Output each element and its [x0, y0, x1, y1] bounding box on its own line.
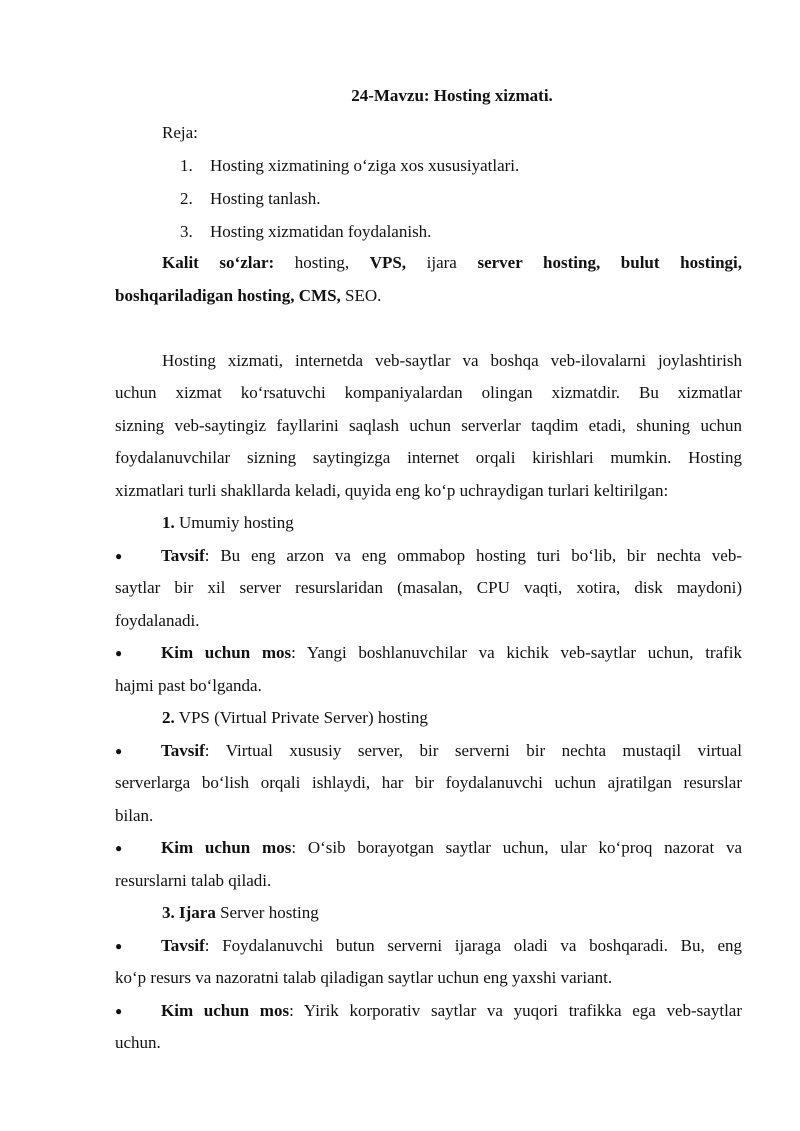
- bullet-text: : Yangi boshlanuvchilar va kichik veb-saytlar uchun, trafik: [291, 643, 743, 662]
- keyword-text: ijara: [406, 253, 478, 272]
- bullet-label: Kim uchun mos: [161, 838, 292, 857]
- bullet-description: [115, 735, 742, 768]
- plan-item-number: 3.: [180, 222, 193, 241]
- bullet-text: : Bu eng arzon va eng ommabop hosting turi bo‘lib, bir nechta veb-: [204, 546, 742, 565]
- bullet-text-line: hajmi past bo‘lganda.: [115, 676, 262, 695]
- intro-line: foydalanuvchilar sizning saytingizga internet orqali kirishlari mumkin. Hosting: [115, 448, 742, 467]
- bullet-icon: ●: [115, 1004, 123, 1018]
- bullet-text-line: uchun.: [115, 1033, 161, 1052]
- bullet-label: Tavsif: [161, 936, 205, 955]
- keyword-bold: VPS,: [369, 253, 407, 272]
- keyword-bold: server hosting, bulut hostingi,: [477, 253, 743, 272]
- bullet-audience: [115, 637, 742, 670]
- page-title: 24-Mavzu: Hosting xizmati.: [351, 86, 553, 105]
- plan-item-text: Hosting tanlash.: [210, 189, 321, 208]
- keyword-text: hosting,: [274, 253, 370, 272]
- bullet-text: : Foydalanuvchi butun serverni ijaraga oladi va boshqaradi. Bu, eng: [204, 936, 742, 955]
- section-heading-text: VPS (Virtual Private Server) hosting: [174, 708, 428, 727]
- section-heading-text: Server hosting: [215, 903, 319, 922]
- keywords-label: Kalit so‘zlar:: [162, 253, 275, 272]
- bullet-text: : Yirik korporativ saytlar va yuqori trafikka ega veb-saytlar: [289, 1001, 742, 1020]
- plan-item: [180, 216, 519, 249]
- intro-line: sizning veb-saytingiz fayllarini saqlash uchun serverlar taqdim etadi, shuning uchun: [115, 416, 742, 435]
- bullet-audience: [115, 832, 742, 865]
- section-heading: [162, 702, 428, 735]
- bullet-icon: ●: [115, 549, 123, 563]
- bullet-text: : Virtual xususiy server, bir serverni bir nechta mustaqil virtual: [204, 741, 742, 760]
- plan-item: [180, 183, 519, 216]
- bullet-text-line: resurslarni talab qiladi.: [115, 871, 272, 890]
- plan-item-text: Hosting xizmatining o‘ziga xos xususiyatlari.: [210, 156, 520, 175]
- plan-item-number: 1.: [180, 156, 193, 175]
- section-heading: [162, 897, 319, 930]
- plan-item-text: Hosting xizmatidan foydalanish.: [210, 222, 432, 241]
- plan-list: [180, 150, 519, 249]
- plan-item-number: 2.: [180, 189, 193, 208]
- intro-line: xizmatlari turli shakllarda keladi, quyida eng ko‘p uchraydigan turlari keltirilgan:: [115, 481, 669, 500]
- bullet-audience: [115, 995, 742, 1028]
- keywords-line-1: [115, 247, 742, 280]
- bullet-text-line: serverlarga bo‘lish orqali ishlaydi, har bir foydalanuvchi uchun ajratilgan resurslar: [115, 773, 742, 792]
- section-heading: [162, 507, 294, 540]
- section-number: 3.: [162, 903, 175, 922]
- intro-line: Hosting xizmati, internetda veb-saytlar va boshqa veb-ilovalarni joylashtirish: [162, 351, 742, 370]
- bullet-text: : O‘sib borayotgan saytlar uchun, ular ko‘proq nazorat va: [291, 838, 743, 857]
- bullet-text-line: saytlar bir xil server resurslaridan (masalan, CPU vaqti, xotira, disk maydoni): [115, 578, 742, 597]
- bullet-label: Tavsif: [161, 546, 205, 565]
- bullet-label: Kim uchun mos: [161, 1001, 290, 1020]
- bullet-icon: ●: [115, 841, 123, 855]
- plan-label: Reja:: [162, 123, 198, 142]
- keywords-line-2: [115, 280, 742, 313]
- section-number: 1.: [162, 513, 175, 532]
- keyword-text: SEO.: [340, 286, 382, 305]
- bullet-icon: ●: [115, 939, 123, 953]
- bullet-text-line: bilan.: [115, 806, 154, 825]
- section-heading-bold: Ijara: [174, 903, 216, 922]
- bullet-text-line: ko‘p resurs va nazoratni talab qiladigan saytlar uchun eng yaxshi variant.: [115, 968, 613, 987]
- plan-item: [180, 150, 519, 183]
- intro-line: uchun xizmat ko‘rsatuvchi kompaniyalardan olingan xizmatdir. Bu xizmatlar: [115, 383, 742, 402]
- bullet-icon: ●: [115, 646, 123, 660]
- bullet-text-line: foydalanadi.: [115, 611, 200, 630]
- bullet-description: [115, 930, 742, 963]
- bullet-icon: ●: [115, 744, 123, 758]
- bullet-label: Tavsif: [161, 741, 205, 760]
- bullet-description: [115, 540, 742, 573]
- keyword-bold: boshqariladigan hosting, CMS,: [115, 286, 341, 305]
- section-number: 2.: [162, 708, 175, 727]
- section-heading-text: Umumiy hosting: [174, 513, 294, 532]
- bullet-label: Kim uchun mos: [161, 643, 292, 662]
